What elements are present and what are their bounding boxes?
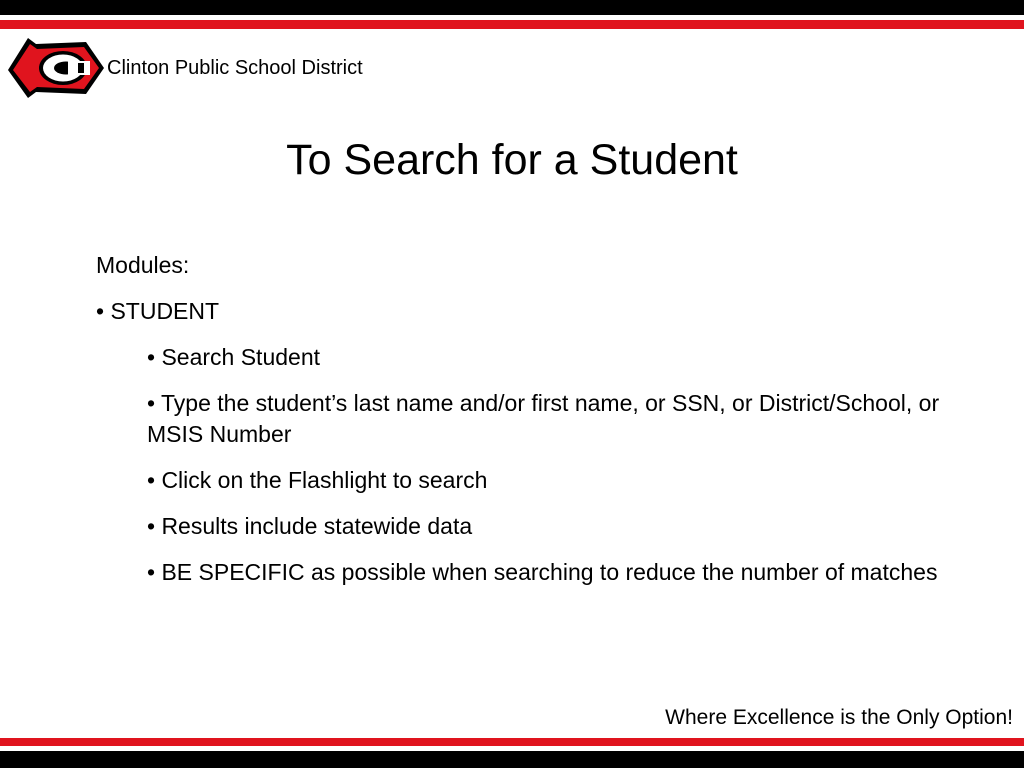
footer-tagline: Where Excellence is the Only Option! [665, 706, 1013, 729]
bullet-search-student: • Search Student [147, 344, 320, 370]
top-black-band [0, 0, 1024, 15]
modules-label: Modules: [96, 252, 190, 278]
bullet-type-name: • Type the student’s last name and/or first name, or SSN, or District/School, or MSIS Number [147, 390, 940, 447]
bottom-black-band [0, 751, 1024, 768]
slide-title: To Search for a Student [286, 136, 738, 184]
bullet-click-flashlight: • Click on the Flashlight to search [147, 467, 488, 493]
arrowhead-c-logo [6, 34, 106, 102]
bullet-be-specific: • BE SPECIFIC as possible when searching to reduce the number of matches [147, 559, 938, 585]
slide-content [96, 250, 956, 603]
district-name: Clinton Public School District [107, 57, 363, 79]
bullet-student: • STUDENT [96, 298, 220, 324]
top-red-band [0, 20, 1024, 29]
bottom-red-band [0, 738, 1024, 746]
bullet-statewide-data: • Results include statewide data [147, 513, 473, 539]
